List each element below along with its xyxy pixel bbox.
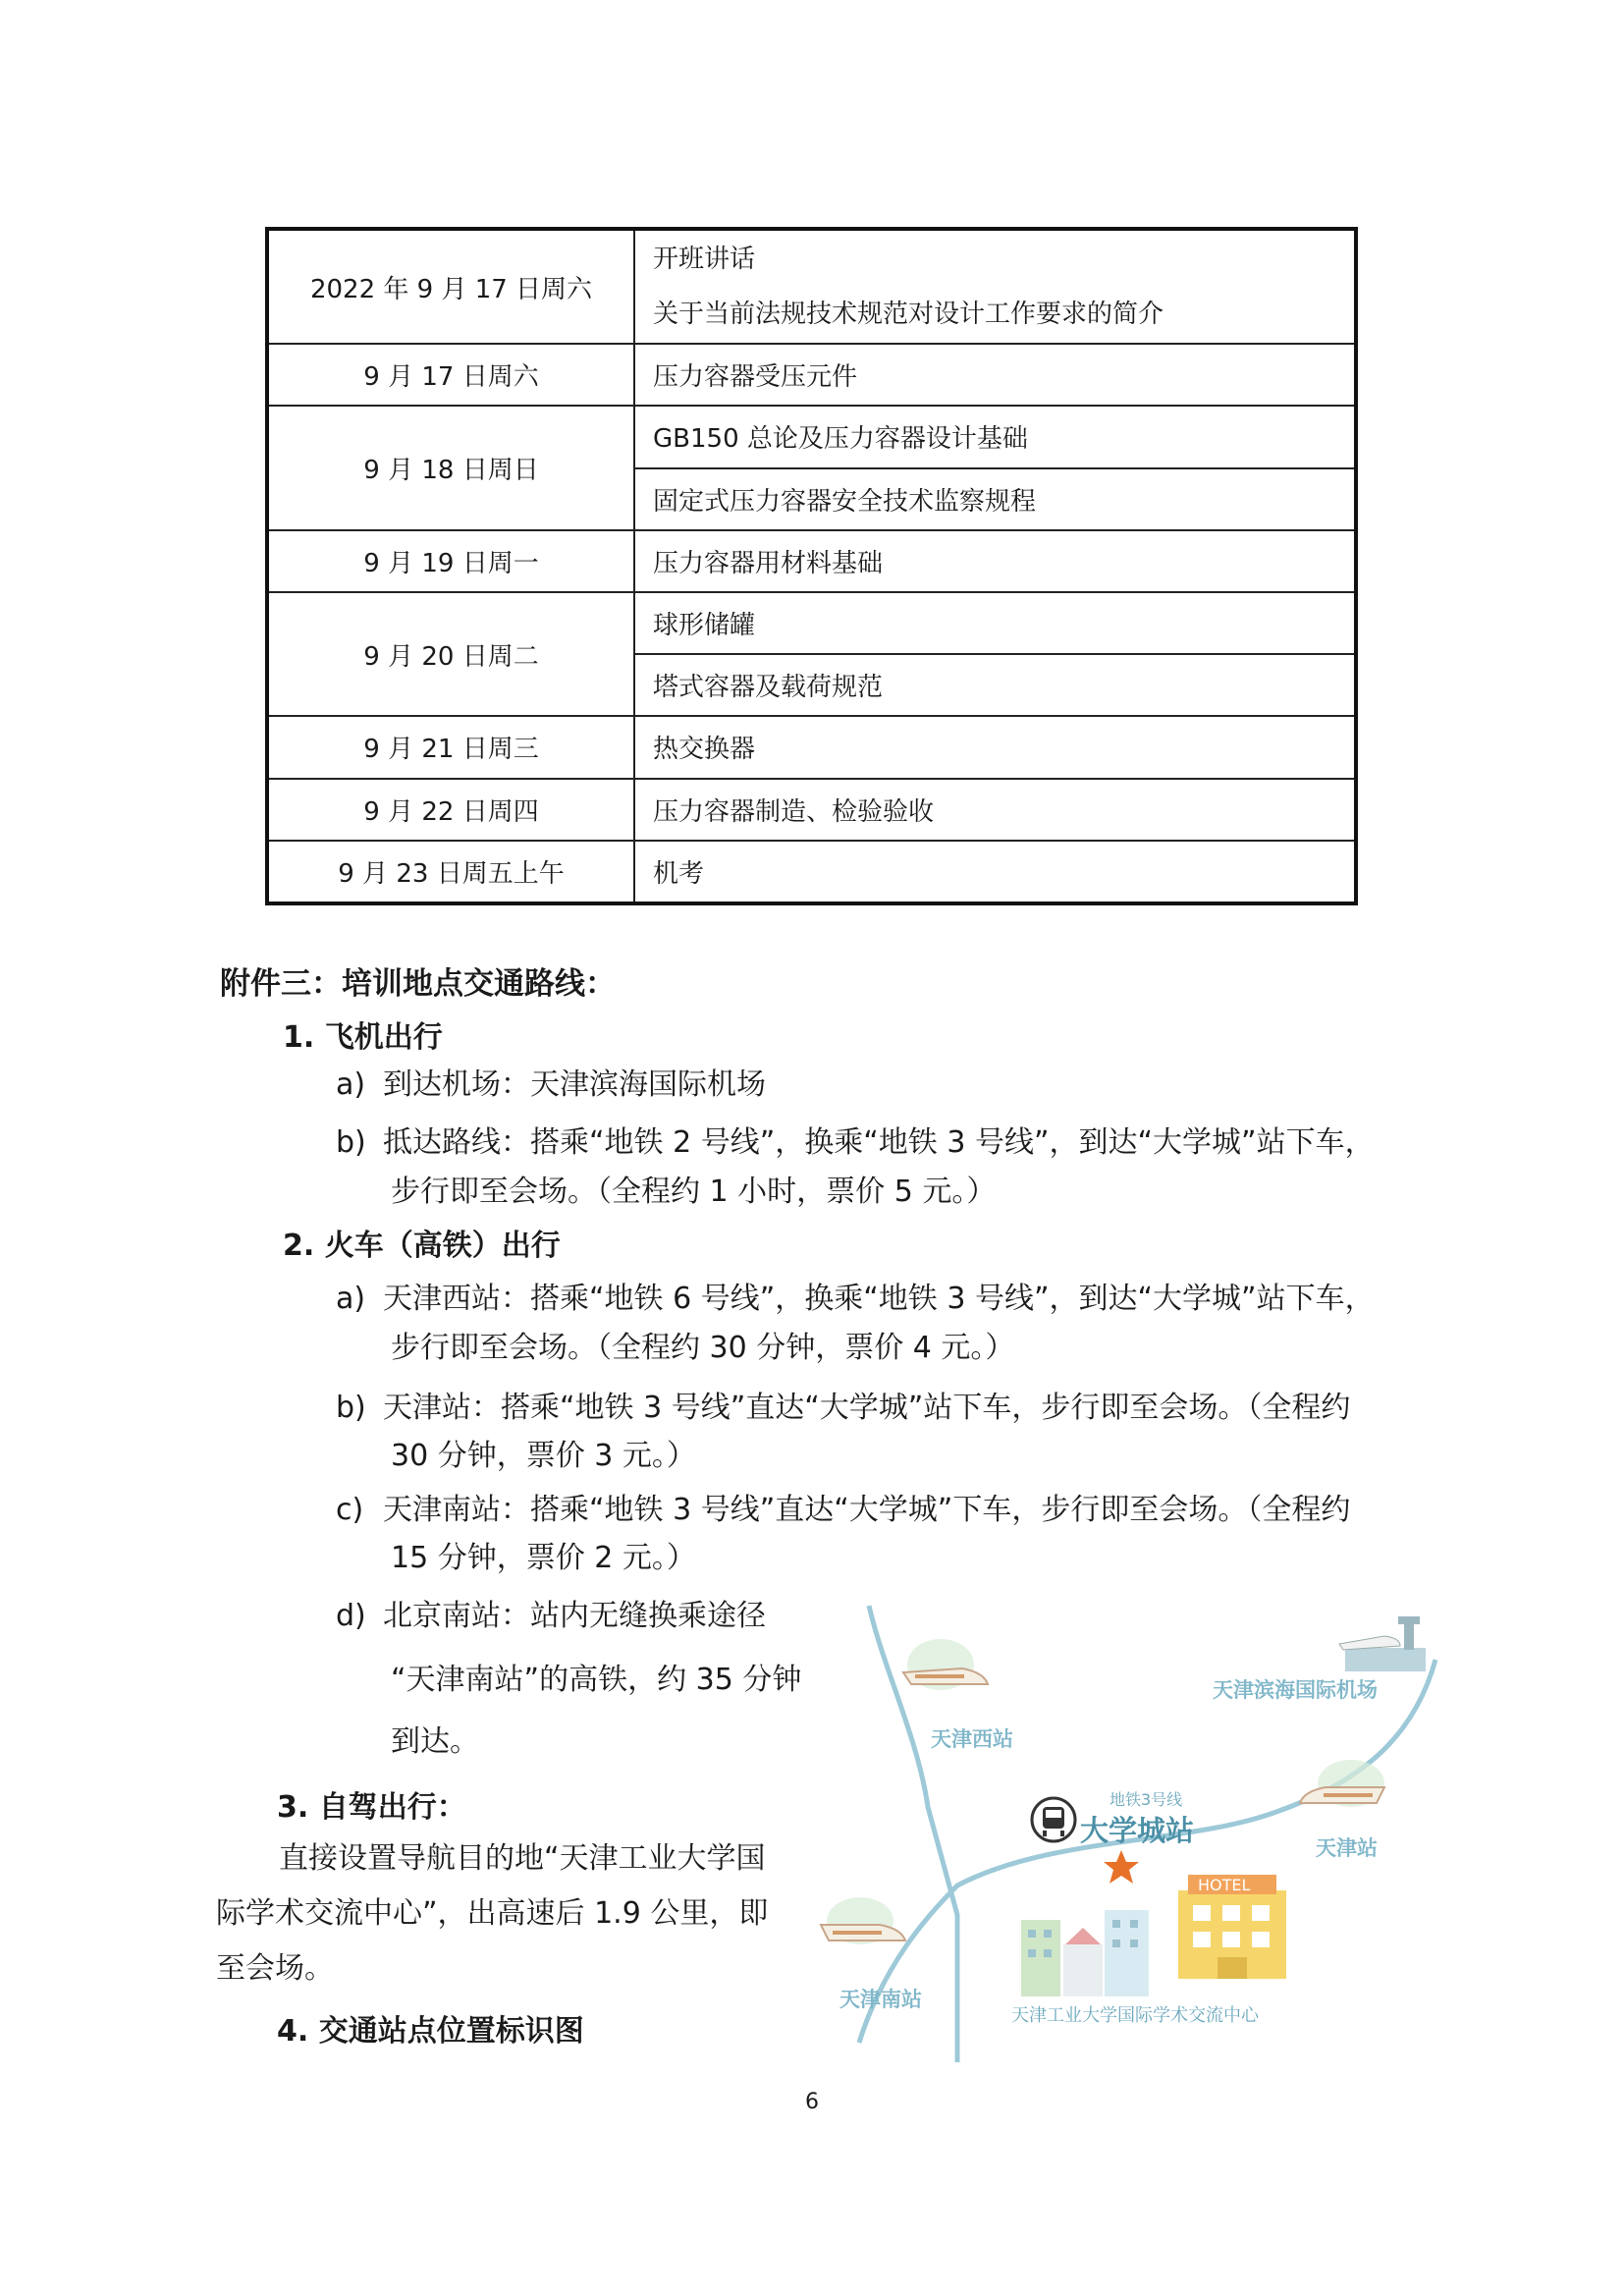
label-university-station: 大学城站 [1080,1814,1195,1847]
list-item [336,1277,1375,1322]
airport-icon [1335,1611,1434,1683]
date-cell: 9 月 20 日周二 [267,592,634,716]
item-marker: d) [336,1599,366,1633]
item-continuation: 步行即至会场。（全程约 1 小时，票价 5 元。） [391,1175,997,1209]
date-cell: 9 月 23 日周五上午 [267,841,634,903]
paragraph-line: 际学术交流中心”，出高速后 1.9 公里，即 [216,1896,769,1931]
section-title-train: 2. 火车（高铁）出行 [283,1229,561,1263]
item-continuation: 步行即至会场。（全程约 30 分钟，票价 4 元。） [391,1331,1015,1365]
item-marker: a) [336,1067,366,1102]
item-continuation: 30 分钟，票价 3 元。） [391,1439,696,1473]
item-text: 北京南站：站内无缝换乘途径 [383,1599,766,1633]
item-marker: b) [336,1125,366,1160]
item-text: 天津南站：搭乘“地铁 3 号线”直达“大学城”下车，步行即至会场。（全程约 [383,1493,1351,1527]
appendix-heading: 附件三：培训地点交通路线： [220,966,616,1002]
train-icon [815,1895,913,1958]
table-row [267,530,1356,592]
buildings-icon [1016,1890,1164,2002]
item-text: 到达机场：天津滨海国际机场 [383,1067,766,1102]
date-cell: 9 月 22 日周四 [267,779,634,841]
label-tianjin-west: 天津西站 [931,1727,1013,1751]
table-row [267,716,1356,778]
topic-cell: 塔式容器及载荷规范 [634,654,1356,716]
date-cell: 9 月 21 日周三 [267,716,634,778]
date-cell: 9 月 19 日周一 [267,530,634,592]
item-continuation: 到达。 [391,1724,479,1759]
label-tianjin-south: 天津南站 [839,1988,922,2011]
topic-cell: 球形储罐 [634,592,1356,654]
table-row [267,229,1356,344]
paragraph-line: 至会场。 [216,1951,334,1986]
item-text: 抵达路线：搭乘“地铁 2 号线”，换乘“地铁 3 号线”，到达“大学城”站下车， [383,1125,1375,1160]
transport-map [815,1591,1443,2072]
section-title-drive: 3. 自驾出行： [277,1790,466,1825]
table-row [267,592,1356,654]
metro-icon [1029,1795,1078,1848]
topic-text: 关于当前法规技术规范对设计工作要求的简介 [653,300,1164,330]
topic-cell: 压力容器受压元件 [634,344,1356,406]
table-row [267,779,1356,841]
list-item [336,1121,1375,1166]
topic-cell: 热交换器 [634,716,1356,778]
date-cell: 2022 年 9 月 17 日周六 [267,229,634,344]
topic-cell: 固定式压力容器安全技术监察规程 [634,468,1356,530]
label-airport: 天津滨海国际机场 [1213,1678,1378,1702]
section-title-plane: 1. 飞机出行 [283,1020,443,1055]
item-continuation: “天津南站”的高铁，约 35 分钟 [391,1663,802,1697]
schedule-table [265,227,1358,905]
topic-cell: 机考 [634,841,1356,903]
train-icon [1296,1758,1394,1821]
table-row [267,841,1356,903]
item-text: 天津站：搭乘“地铁 3 号线”直达“大学城”站下车，步行即至会场。（全程约 [383,1391,1351,1425]
train-icon [893,1635,992,1698]
page-number: 6 [805,2090,819,2114]
section-title-map: 4. 交通站点位置标识图 [277,2014,584,2049]
star-icon [1102,1848,1141,1889]
item-marker: a) [336,1282,366,1316]
topic-cell [634,229,1356,344]
label-metro-line: 地铁3号线 [1110,1790,1183,1809]
topic-text: 开班讲话 [653,245,756,275]
item-continuation: 15 分钟，票价 2 元。） [391,1541,696,1575]
item-text: 天津西站：搭乘“地铁 6 号线”，换乘“地铁 3 号线”，到达“大学城”站下车， [383,1282,1375,1316]
label-tianjin-station: 天津站 [1316,1836,1378,1860]
list-item [336,1386,1350,1431]
paragraph-line: 直接设置导航目的地“天津工业大学国 [279,1841,766,1876]
table-row [267,406,1356,467]
list-item [336,1488,1350,1533]
list-item [336,1594,766,1639]
topic-cell: GB150 总论及压力容器设计基础 [634,406,1356,467]
item-marker: b) [336,1391,366,1425]
item-marker: c) [336,1493,364,1527]
date-cell: 9 月 17 日周六 [267,344,634,406]
label-venue: 天津工业大学国际学术交流中心 [1011,2005,1259,2026]
hotel-sign: HOTEL [1198,1876,1251,1894]
table-row [267,344,1356,406]
date-cell: 9 月 18 日周日 [267,406,634,529]
list-item [336,1063,766,1108]
topic-cell: 压力容器用材料基础 [634,530,1356,592]
topic-cell: 压力容器制造、检验验收 [634,779,1356,841]
